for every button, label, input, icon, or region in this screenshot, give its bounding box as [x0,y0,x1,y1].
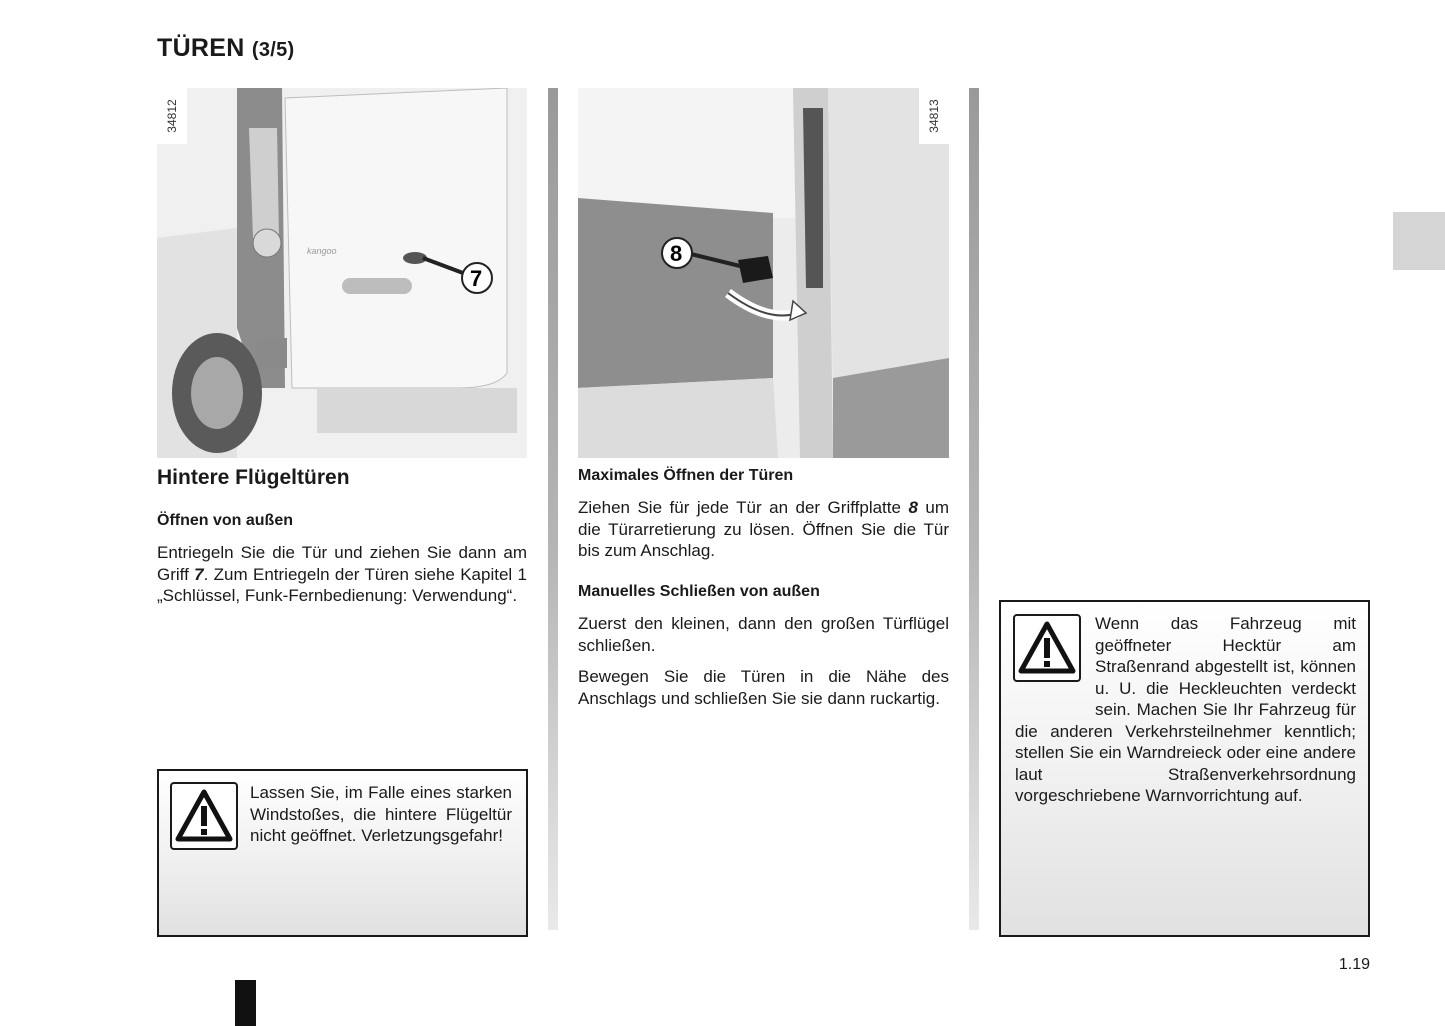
rear-door-illustration [157,88,527,458]
callout-7: 7 [470,266,483,291]
page-number: 1.19 [1338,956,1370,973]
figure-door-stop [578,88,949,458]
title-main: TÜREN [157,34,245,62]
brand-badge: kangoo [307,246,337,256]
figure-number: 34813 [919,88,949,144]
section-heading: Hintere Flügeltüren [157,466,350,489]
figure-rear-door [157,88,527,458]
reference-number: 7 [194,564,204,584]
subsection-heading: Maximales Öffnen der Türen [578,467,794,484]
warning-box [157,769,528,937]
warning-triangle-icon [170,782,238,850]
paragraph: Entriegeln Sie die Tür und ziehen Sie dann am Griff 7. Zum Entriegeln der Türen siehe Kapitel 1 „Schlüssel, Funk-Fernbedienung: Verwendung“. [157,543,527,605]
subsection-heading: Manuelles Schließen von außen [578,583,820,600]
figure-number: 34812 [157,88,187,144]
warning-box [999,600,1370,937]
callout-8: 8 [670,241,683,266]
warning-text: Wenn das Fahrzeug mit geöffneter Hecktür am Straßenrand abgestellt ist, können u. U. die Heckleuchten verdeckt sein. Machen Sie Ihr Fahrzeug für die anderen Verkehrsteilnehmer kenntlich; stellen Sie ein Warndreieck oder eine andere laut Straßenverkehrsordnung vorgeschriebene Warnvorrichtung auf. [1015,614,1356,805]
paragraph: Ziehen Sie für jede Tür an der Griffplatte 8 um die Türarretierung zu lösen. Öffnen Sie die Tür bis zum Anschlag. [578,498,950,560]
print-mark [235,980,256,1026]
page-title [157,34,294,63]
chapter-tab-marker [1393,212,1445,270]
column-divider [548,88,558,930]
door-stop-illustration [578,88,949,458]
warning-text: Lassen Sie, im Falle eines starken Windstoßes, die hintere Flügeltür nicht geöffnet. Verletzungsgefahr! [250,783,512,845]
subsection-heading: Öffnen von außen [157,512,293,529]
paragraph: Zuerst den kleinen, dann den großen Türflügel schließen. [578,614,949,655]
paragraph: Bewegen Sie die Türen in die Nähe des Anschlags und schließen Sie sie dann ruckartig. [578,667,949,708]
title-part: (3/5) [251,39,295,61]
reference-number: 8 [908,498,918,517]
column-divider [969,88,979,930]
